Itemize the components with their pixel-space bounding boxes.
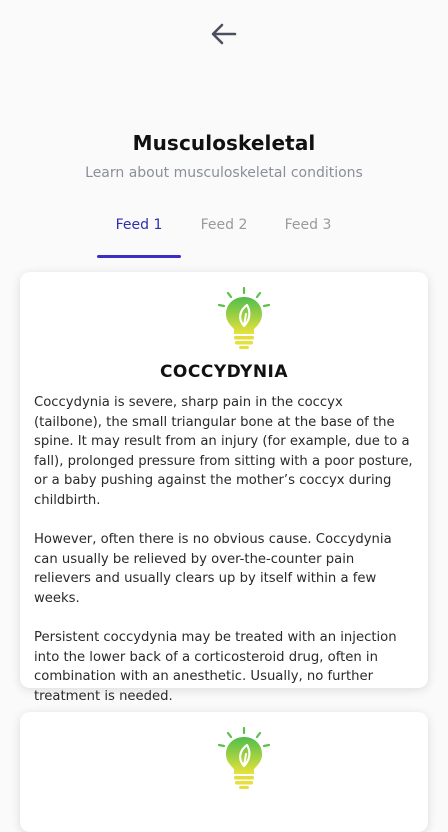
tab-feed-2[interactable]: Feed 2 xyxy=(200,217,248,233)
tab-feed-1[interactable]: Feed 1 xyxy=(94,212,184,258)
lightbulb-leaf-icon xyxy=(214,726,274,792)
page-title: Musculoskeletal xyxy=(132,131,316,155)
paragraph: Coccydynia is severe, sharp pain in the coccyx (tailbone), the small triangular bone at the base of the spine. It may result from an injury (for example, due to a fall), prolonged pressure from sitting with a poor posture, or a baby pushing against the mother’s coccyx during childbirth. xyxy=(34,395,413,508)
feed-tabs xyxy=(0,212,448,258)
tab-feed-3[interactable]: Feed 3 xyxy=(284,217,332,233)
paragraph: Persistent coccydynia may be treated with an injection into the lower back of a corticosteroid drug, often in combination with an anesthetic. Usually, no further treatment is needed. xyxy=(34,630,397,704)
arrow-left-icon xyxy=(210,22,238,46)
condition-title: COCCYDYNIA xyxy=(159,362,289,382)
back-button[interactable] xyxy=(208,18,240,50)
condition-card xyxy=(20,712,428,832)
condition-card xyxy=(20,272,428,704)
condition-description xyxy=(34,393,414,726)
paragraph: However, often there is no obvious cause. Coccydynia can usually be relieved by over-the-counter pain relievers and usually clears up by itself within a few weeks. xyxy=(34,532,392,606)
lightbulb-leaf-icon xyxy=(214,286,274,352)
page-subtitle: Learn about musculoskeletal conditions xyxy=(85,165,363,181)
